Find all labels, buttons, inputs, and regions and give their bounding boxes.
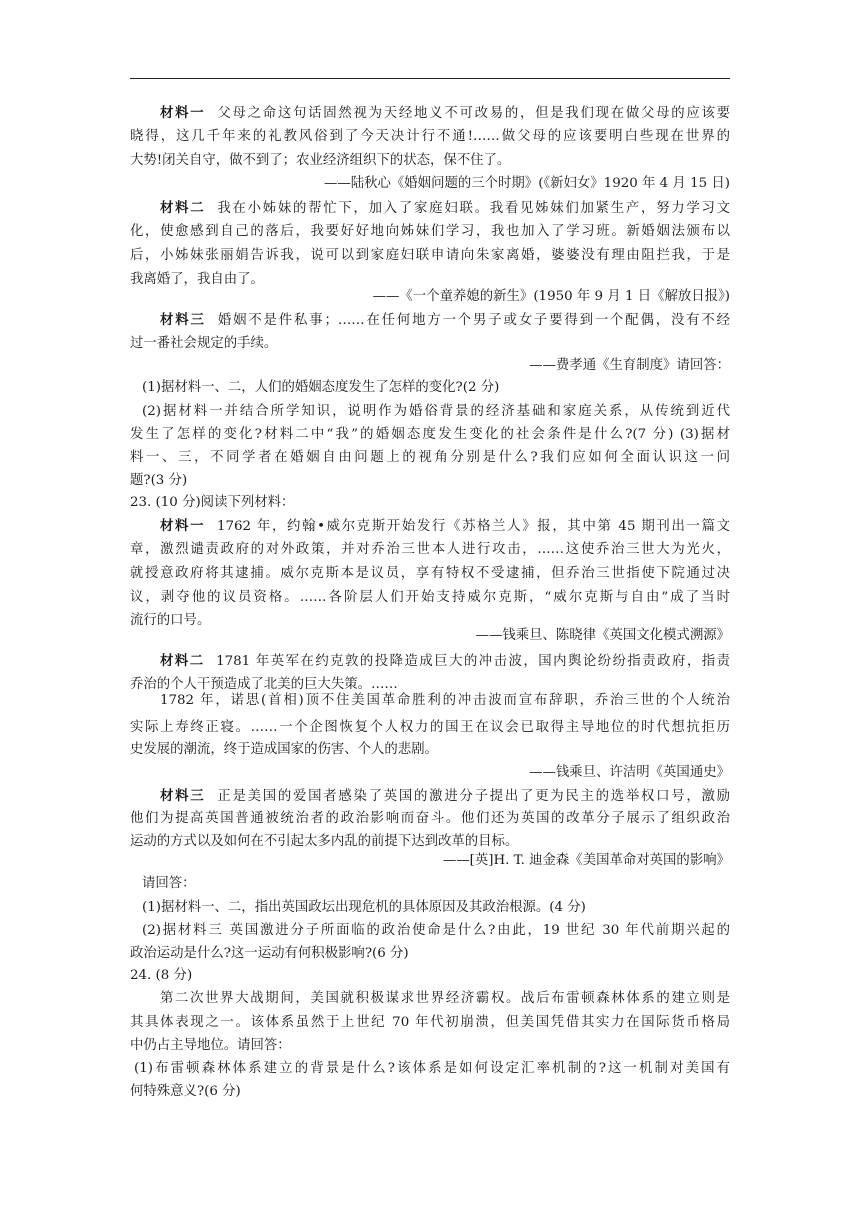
material-label: 材料三 xyxy=(160,788,206,804)
q23-question1: (1)据材料一、二，指出英国政坛出现危机的具体原因及其政治根源。(4 分) xyxy=(142,900,586,915)
q22-material2-line2: 化，使愈感到自己的落后，我要好好地向姊妹们学习，我也加入了学习班。新婚姻法颁布以 xyxy=(130,224,730,239)
q23-material1-source: ——钱乘旦、陈晓律《英国文化模式溯源》 xyxy=(475,628,730,643)
q24-intro-line3: 中仍占主导地位。请回答： xyxy=(130,1038,291,1053)
material-label: 材料一 xyxy=(160,518,206,534)
q23-material1-line3: 就授意政府将其逮捕。威尔克斯本是议员，享有特权不受逮捕，但乔治三世指使下院通过决 xyxy=(130,566,730,581)
q22-material3-line1: 材料三 婚姻不是件私事；……在任何地方一个男子或女子要得到一个配偶，没有不经 xyxy=(160,312,731,328)
q22-question1: (1)据材料一、二，人们的婚姻态度发生了怎样的变化?(2 分) xyxy=(142,380,500,395)
q22-material1-line3: 大势!闭关自守，做不到了；农业经济组织下的状态，保不住了。 xyxy=(130,153,511,168)
q23-material1-line1: 材料一 1762 年，约翰•威尔克斯开始发行《苏格兰人》报，其中第 45 期刊出一篇文 xyxy=(160,518,730,534)
q24-intro-line1: 第二次世界大战期间，美国就积极谋求世界经济霸权。战后布雷顿森林体系的建立则是 xyxy=(160,991,730,1006)
material-label: 材料一 xyxy=(160,105,206,121)
q23-material1-line5: 流行的口号。 xyxy=(130,613,211,628)
q23-material2-source: ——钱乘旦、许洁明《英国通史》 xyxy=(529,765,730,780)
q22-material2-line3: 后，小姊妹张丽娟告诉我，说可以到家庭妇联申请向朱家离婚，婆婆没有理由阻拦我，于是 xyxy=(130,248,730,263)
q23-material3-source: ——[英]H. T. 迪金森《美国革命对英国的影响》 xyxy=(442,853,730,868)
q24-intro-line2: 其具体表现之一。该体系虽然于上世纪 70 年代初崩溃，但美国凭借其实力在国际货币格局 xyxy=(130,1015,730,1030)
q23-material2-line4: 实际上寿终正寝。……一个企图恢复个人权力的国王在议会已取得主导地位的时代想抗拒历 xyxy=(130,720,730,735)
q23-material2-line5: 史发展的潮流，终于造成国家的伤害、个人的悲剧。 xyxy=(130,742,438,757)
q22-material2-source: ——《一个童养媳的新生》(1950 年 9 月 1 日《解放日报》) xyxy=(372,289,730,304)
material-label: 材料二 xyxy=(160,653,205,669)
q22-material1-source: ——陆秋心《婚姻问题的三个时期》(《新妇女》1920 年 4 月 15 日) xyxy=(323,176,730,191)
q24-question1-line2: 何特殊意义?(6 分) xyxy=(130,1084,241,1099)
material-label: 材料二 xyxy=(160,200,206,216)
material-label: 材料三 xyxy=(160,312,206,328)
q23-ask: 请回答： xyxy=(142,876,196,891)
q24-heading: 24. (8 分) xyxy=(130,968,193,983)
q23-question2-line2: 政治运动是什么?这一运动有何积极影响?(6 分) xyxy=(130,946,409,961)
q22-question2-line3: 料一、三，不同学者在婚姻自由问题上的视角分别是什么?我们应如何全面认识这一问 xyxy=(130,450,730,465)
q23-question2-line1: (2)据材料三 英国激进分子所面临的政治使命是什么?由此，19 世纪 30 年代前期兴起的 xyxy=(142,923,730,938)
q23-material3-line2: 他们为提高英国普通被统治者的政治影响而奋斗。他们还为英国的改革分子展示了组织政治 xyxy=(130,811,730,826)
q23-heading: 23. (10 分)阅读下列材料： xyxy=(130,495,295,510)
q23-material2-line1: 材料二 1781 年英军在约克敦的投降造成巨大的冲击波，国内舆论纷纷指责政府，指责 xyxy=(160,653,731,669)
q22-material2-line4: 我离婚了，我自由了。 xyxy=(130,272,264,287)
header-rule xyxy=(130,78,730,79)
q23-material1-line4: 议，剥夺他的议员资格。……各阶层人们开始支持威尔克斯，“威尔克斯与自由”成了当时 xyxy=(130,590,730,605)
q24-question1-line1: (1)布雷顿森林体系建立的背景是什么?该体系是如何设定汇率机制的?这一机制对美国有 xyxy=(134,1061,730,1076)
q22-material1-line2: 晓得，这几千年来的礼教风俗到了今天决计行不通!……做父母的应该要明白些现在世界的 xyxy=(130,129,730,144)
q23-material3-line1: 材料三 正是美国的爱国者感染了英国的激进分子提出了更为民主的选举权口号，激励 xyxy=(160,788,731,804)
q23-material2-line3: 1782 年，诺思(首相)顶不住美国革命胜利的冲击波而宣布辞职，乔治三世的个人统治 xyxy=(160,693,730,708)
q22-material1-line1: 材料一 父母之命这句话固然视为天经地义不可改易的，但是我们现在做父母的应该要 xyxy=(160,105,731,121)
q22-material3-source: ——费孝通《生育制度》请回答： xyxy=(529,358,730,373)
q22-question2-line4: 题?(3 分) xyxy=(130,473,188,488)
q22-question2-line1: (2)据材料一并结合所学知识，说明作为婚俗背景的经济基础和家庭关系，从传统到近代 xyxy=(142,404,730,419)
q22-material2-line1: 材料二 我在小姊妹的帮忙下，加入了家庭妇联。我看见姊妹们加紧生产，努力学习文 xyxy=(160,200,731,216)
q23-material3-line3: 运动的方式以及如何在不引起太多内乱的前提下达到改革的目标。 xyxy=(130,834,519,849)
q23-material1-line2: 章，激烈谴责政府的对外政策，并对乔治三世本人进行攻击，……这使乔治三世大为光火， xyxy=(130,542,730,557)
q22-material3-line2: 过一番社会规定的手续。 xyxy=(130,336,278,351)
q22-question2-line2: 发生了怎样的变化?材料二中“我”的婚姻态度发生变化的社会条件是什么?(7 分) (3)据材 xyxy=(130,427,730,442)
q23-material2-line2: 乔治的个人干预造成了北美的巨大失策。…… xyxy=(130,677,398,692)
